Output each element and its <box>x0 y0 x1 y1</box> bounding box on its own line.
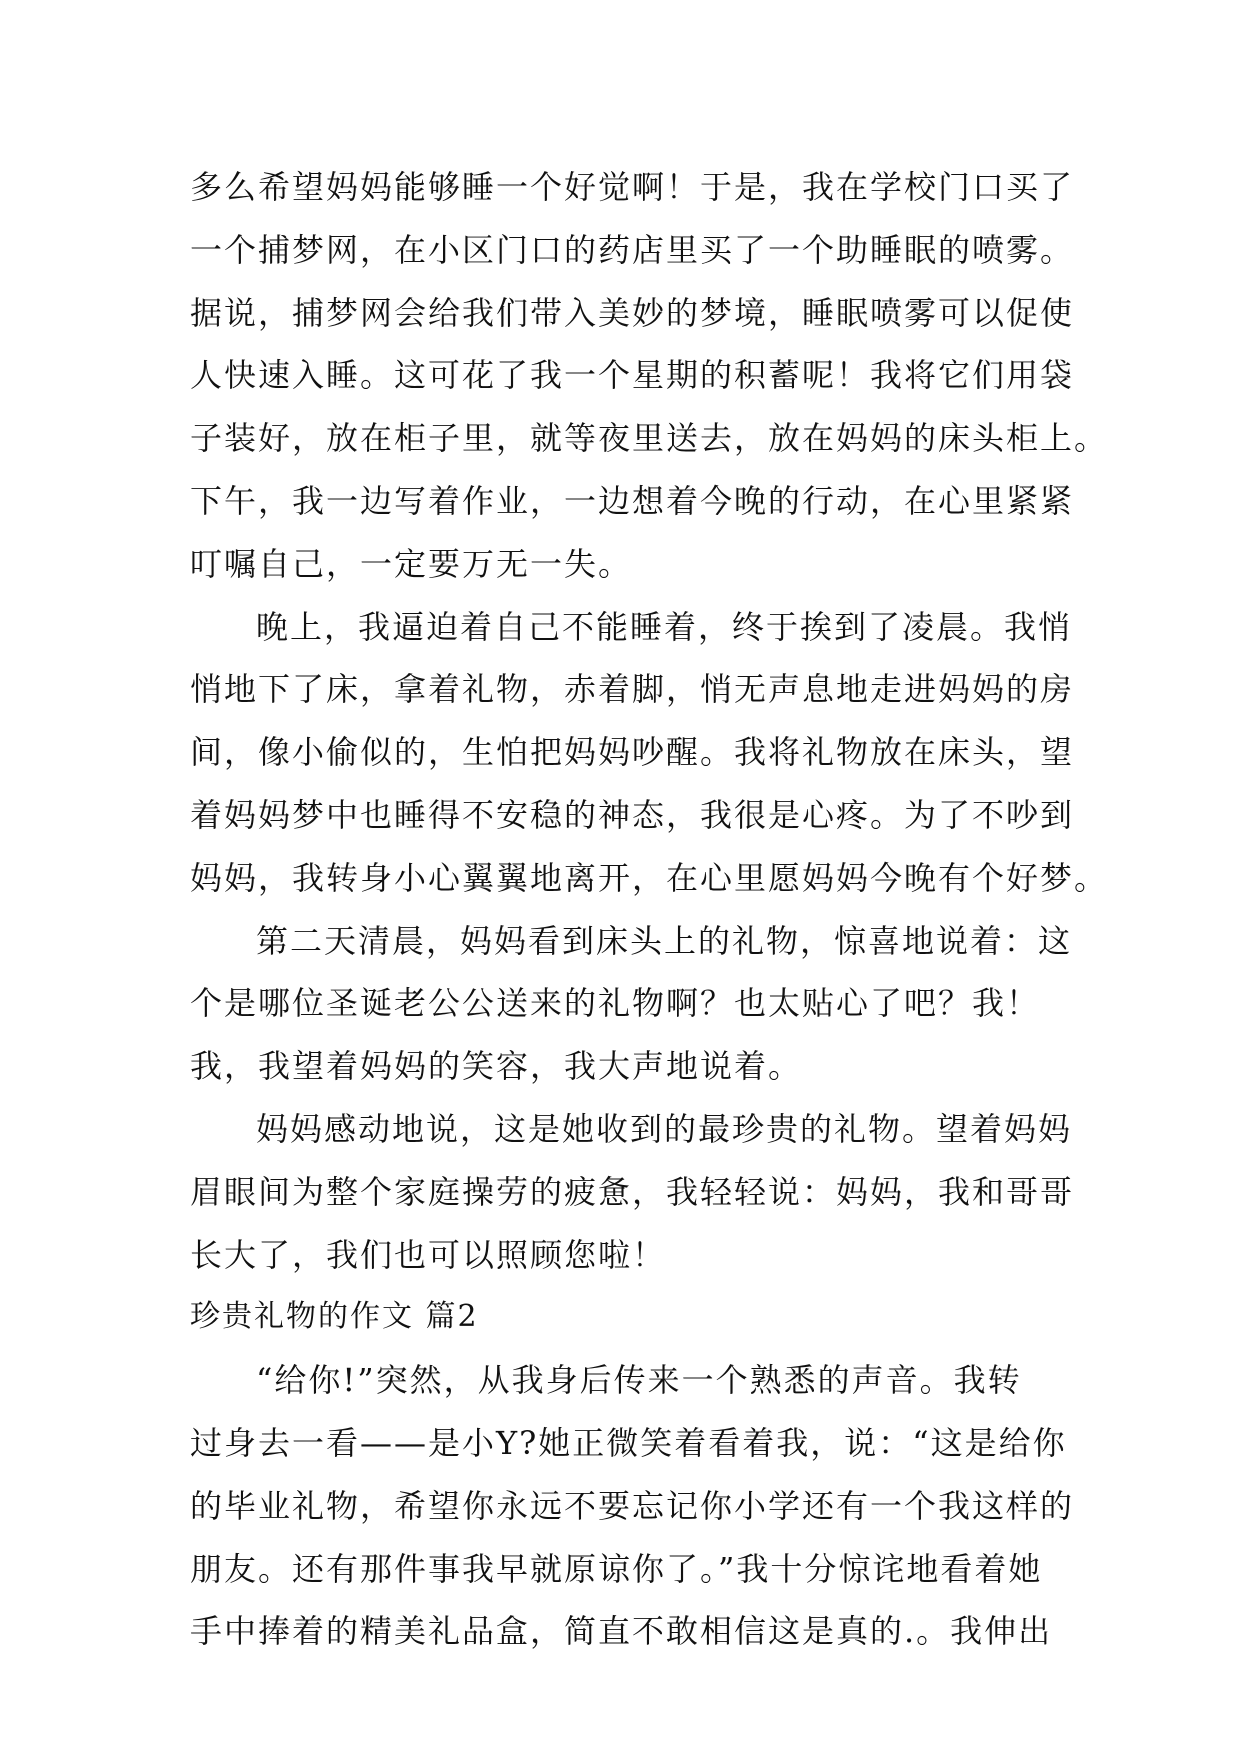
paragraph-first-line: 第二天清晨，妈妈看到床头上的礼物，惊喜地说着：这 <box>256 921 1073 960</box>
document-body <box>190 156 1109 1663</box>
text-line: 手中捧着的精美礼品盒，简直不敢相信这是真的.。我伸出 <box>190 1612 1053 1651</box>
text-line: 的毕业礼物，希望你永远不要忘记你小学还有一个我这样的 <box>190 1486 1075 1525</box>
text-line: 人快速入睡。这可花了我一个星期的积蓄呢！我将它们用袋 <box>190 356 1075 395</box>
paragraph-first-line: 妈妈感动地说，这是她收到的最珍贵的礼物。望着妈妈 <box>256 1109 1073 1148</box>
text-line: 我，我望着妈妈的笑容，我大声地说着。 <box>190 1047 803 1086</box>
text-line: 个是哪位圣诞老公公送来的礼物啊？也太贴心了吧？我！ <box>190 984 1041 1023</box>
text-line: 下午，我一边写着作业，一边想着今晚的行动，在心里紧紧 <box>190 481 1075 520</box>
text-line: 着妈妈梦中也睡得不安稳的神态，我很是心疼。为了不吵到 <box>190 795 1075 834</box>
text-line: 叮嘱自己，一定要万无一失。 <box>190 544 633 583</box>
section-heading: 珍贵礼物的作文 篇2 <box>190 1299 479 1335</box>
text-line: 过身去一看——是小Y?她正微笑着看着我，说：“这是给你 <box>190 1423 1067 1462</box>
text-line: 一个捕梦网，在小区门口的药店里买了一个助睡眠的喷雾。 <box>190 230 1075 269</box>
text-line: 妈妈，我转身小心翼翼地离开，在心里愿妈妈今晚有个好梦。 <box>190 858 1109 897</box>
paragraph-first-line: “给你!”突然，从我身后传来一个熟悉的声音。我转 <box>256 1361 1022 1400</box>
text-line: 多么希望妈妈能够睡一个好觉啊！于是，我在学校门口买了 <box>190 168 1075 206</box>
text-line: 朋友。还有那件事我早就原谅你了。”我十分惊诧地看着她 <box>190 1549 1043 1588</box>
paragraph-first-line: 晚上，我逼迫着自己不能睡着，终于挨到了凌晨。我悄 <box>256 607 1073 646</box>
text-line: 间，像小偷似的，生怕把妈妈吵醒。我将礼物放在床头，望 <box>190 733 1075 772</box>
text-line: 子装好，放在柜子里，就等夜里送去，放在妈妈的床头柜上。 <box>190 419 1109 458</box>
text-line: 眉眼间为整个家庭操劳的疲惫，我轻轻说：妈妈，我和哥哥 <box>190 1172 1075 1211</box>
text-line: 长大了，我们也可以照顾您啦！ <box>190 1235 667 1274</box>
text-line: 据说，捕梦网会给我们带入美妙的梦境，睡眠喷雾可以促使 <box>190 293 1075 332</box>
text-line: 悄地下了床，拿着礼物，赤着脚，悄无声息地走进妈妈的房 <box>190 670 1075 709</box>
